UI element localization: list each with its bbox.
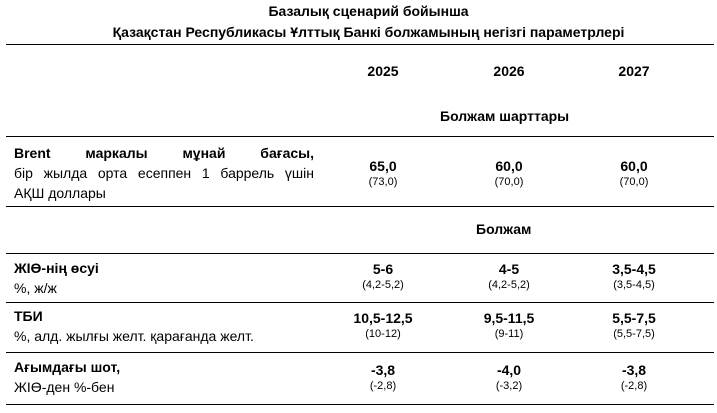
brent-2027-prev: (70,0)	[619, 176, 649, 188]
gdp-2027-cell	[574, 260, 694, 292]
cpi-2027-cell	[574, 309, 694, 341]
current-account-2026-prev: (-3,2)	[495, 380, 523, 392]
cpi-2026-cell	[449, 309, 569, 341]
gdp-label-bold: ЖІӨ-нің өсуі	[14, 260, 99, 276]
cpi-label-bold: ТБИ	[14, 308, 43, 324]
cpi-2026-value: 9,5-11,5	[483, 310, 535, 326]
divider	[6, 136, 714, 137]
gdp-label-line2: %, ж/ж	[14, 280, 57, 296]
section-forecast: Болжам	[476, 221, 532, 237]
divider	[6, 206, 714, 207]
divider	[6, 44, 714, 45]
current-account-label-line2: ЖІӨ-ден %-бен	[14, 379, 115, 395]
brent-label-bold: Brent маркалы мұнай бағасы,	[14, 145, 314, 161]
brent-label-line2: бір жылда орта есеппен 1 баррель үшін	[14, 165, 314, 181]
section-assumptions: Болжам шарттары	[440, 108, 570, 124]
year-2025-header: 2025	[367, 63, 399, 79]
cpi-2025-prev: (10-12)	[365, 328, 401, 340]
gdp-2027-value: 3,5-4,5	[612, 261, 656, 277]
table-title-line2: Қазақстан Республикасы Ұлттық Банкі болжамының негізгі параметрлері	[112, 24, 625, 40]
gdp-2026-cell	[449, 260, 569, 292]
brent-2026-prev: (70,0)	[494, 176, 524, 188]
gdp-row-label	[14, 258, 99, 298]
divider	[6, 253, 714, 254]
gdp-2025-prev: (4,2-5,2)	[362, 279, 404, 291]
current-account-2027-prev: (-2,8)	[620, 380, 648, 392]
brent-2027-value: 60,0	[620, 158, 648, 174]
brent-2027-cell	[574, 157, 694, 189]
gdp-2027-prev: (3,5-4,5)	[613, 279, 655, 291]
current-account-2026-value: -4,0	[496, 362, 522, 378]
current-account-2027-value: -3,8	[621, 362, 647, 378]
cpi-row-label	[14, 306, 254, 346]
brent-2025-cell	[323, 157, 443, 189]
gdp-2026-prev: (4,2-5,2)	[488, 279, 530, 291]
brent-2026-value: 60,0	[495, 158, 523, 174]
brent-row-label	[14, 143, 314, 203]
cpi-label-line2: %, алд. жылғы желт. қарағанда желт.	[14, 328, 254, 344]
current-account-2027-cell	[574, 361, 694, 393]
current-account-row-label	[14, 357, 120, 397]
cpi-2026-prev: (9-11)	[494, 328, 524, 340]
cpi-2027-value: 5,5-7,5	[612, 310, 656, 326]
current-account-label-bold: Ағымдағы шот,	[14, 359, 121, 375]
cpi-2025-cell	[323, 309, 443, 341]
current-account-2025-value: -3,8	[370, 362, 396, 378]
current-account-2025-prev: (-2,8)	[369, 380, 397, 392]
gdp-2025-value: 5-6	[372, 261, 394, 277]
divider	[6, 352, 714, 353]
year-2027-header: 2027	[618, 63, 650, 79]
gdp-2026-value: 4-5	[498, 261, 520, 277]
current-account-2026-cell	[449, 361, 569, 393]
year-2026-header: 2026	[493, 63, 525, 79]
current-account-2025-cell	[323, 361, 443, 393]
cpi-2027-prev: (5,5-7,5)	[613, 328, 655, 340]
gdp-2025-cell	[323, 260, 443, 292]
cpi-2025-value: 10,5-12,5	[353, 310, 413, 326]
divider	[6, 404, 714, 405]
brent-2025-value: 65,0	[369, 158, 397, 174]
divider	[6, 302, 714, 303]
table-title-line1: Базалық сценарий бойынша	[268, 3, 469, 19]
brent-2025-prev: (73,0)	[368, 176, 398, 188]
brent-label-line3: АҚШ доллары	[14, 185, 106, 201]
brent-2026-cell	[449, 157, 569, 189]
